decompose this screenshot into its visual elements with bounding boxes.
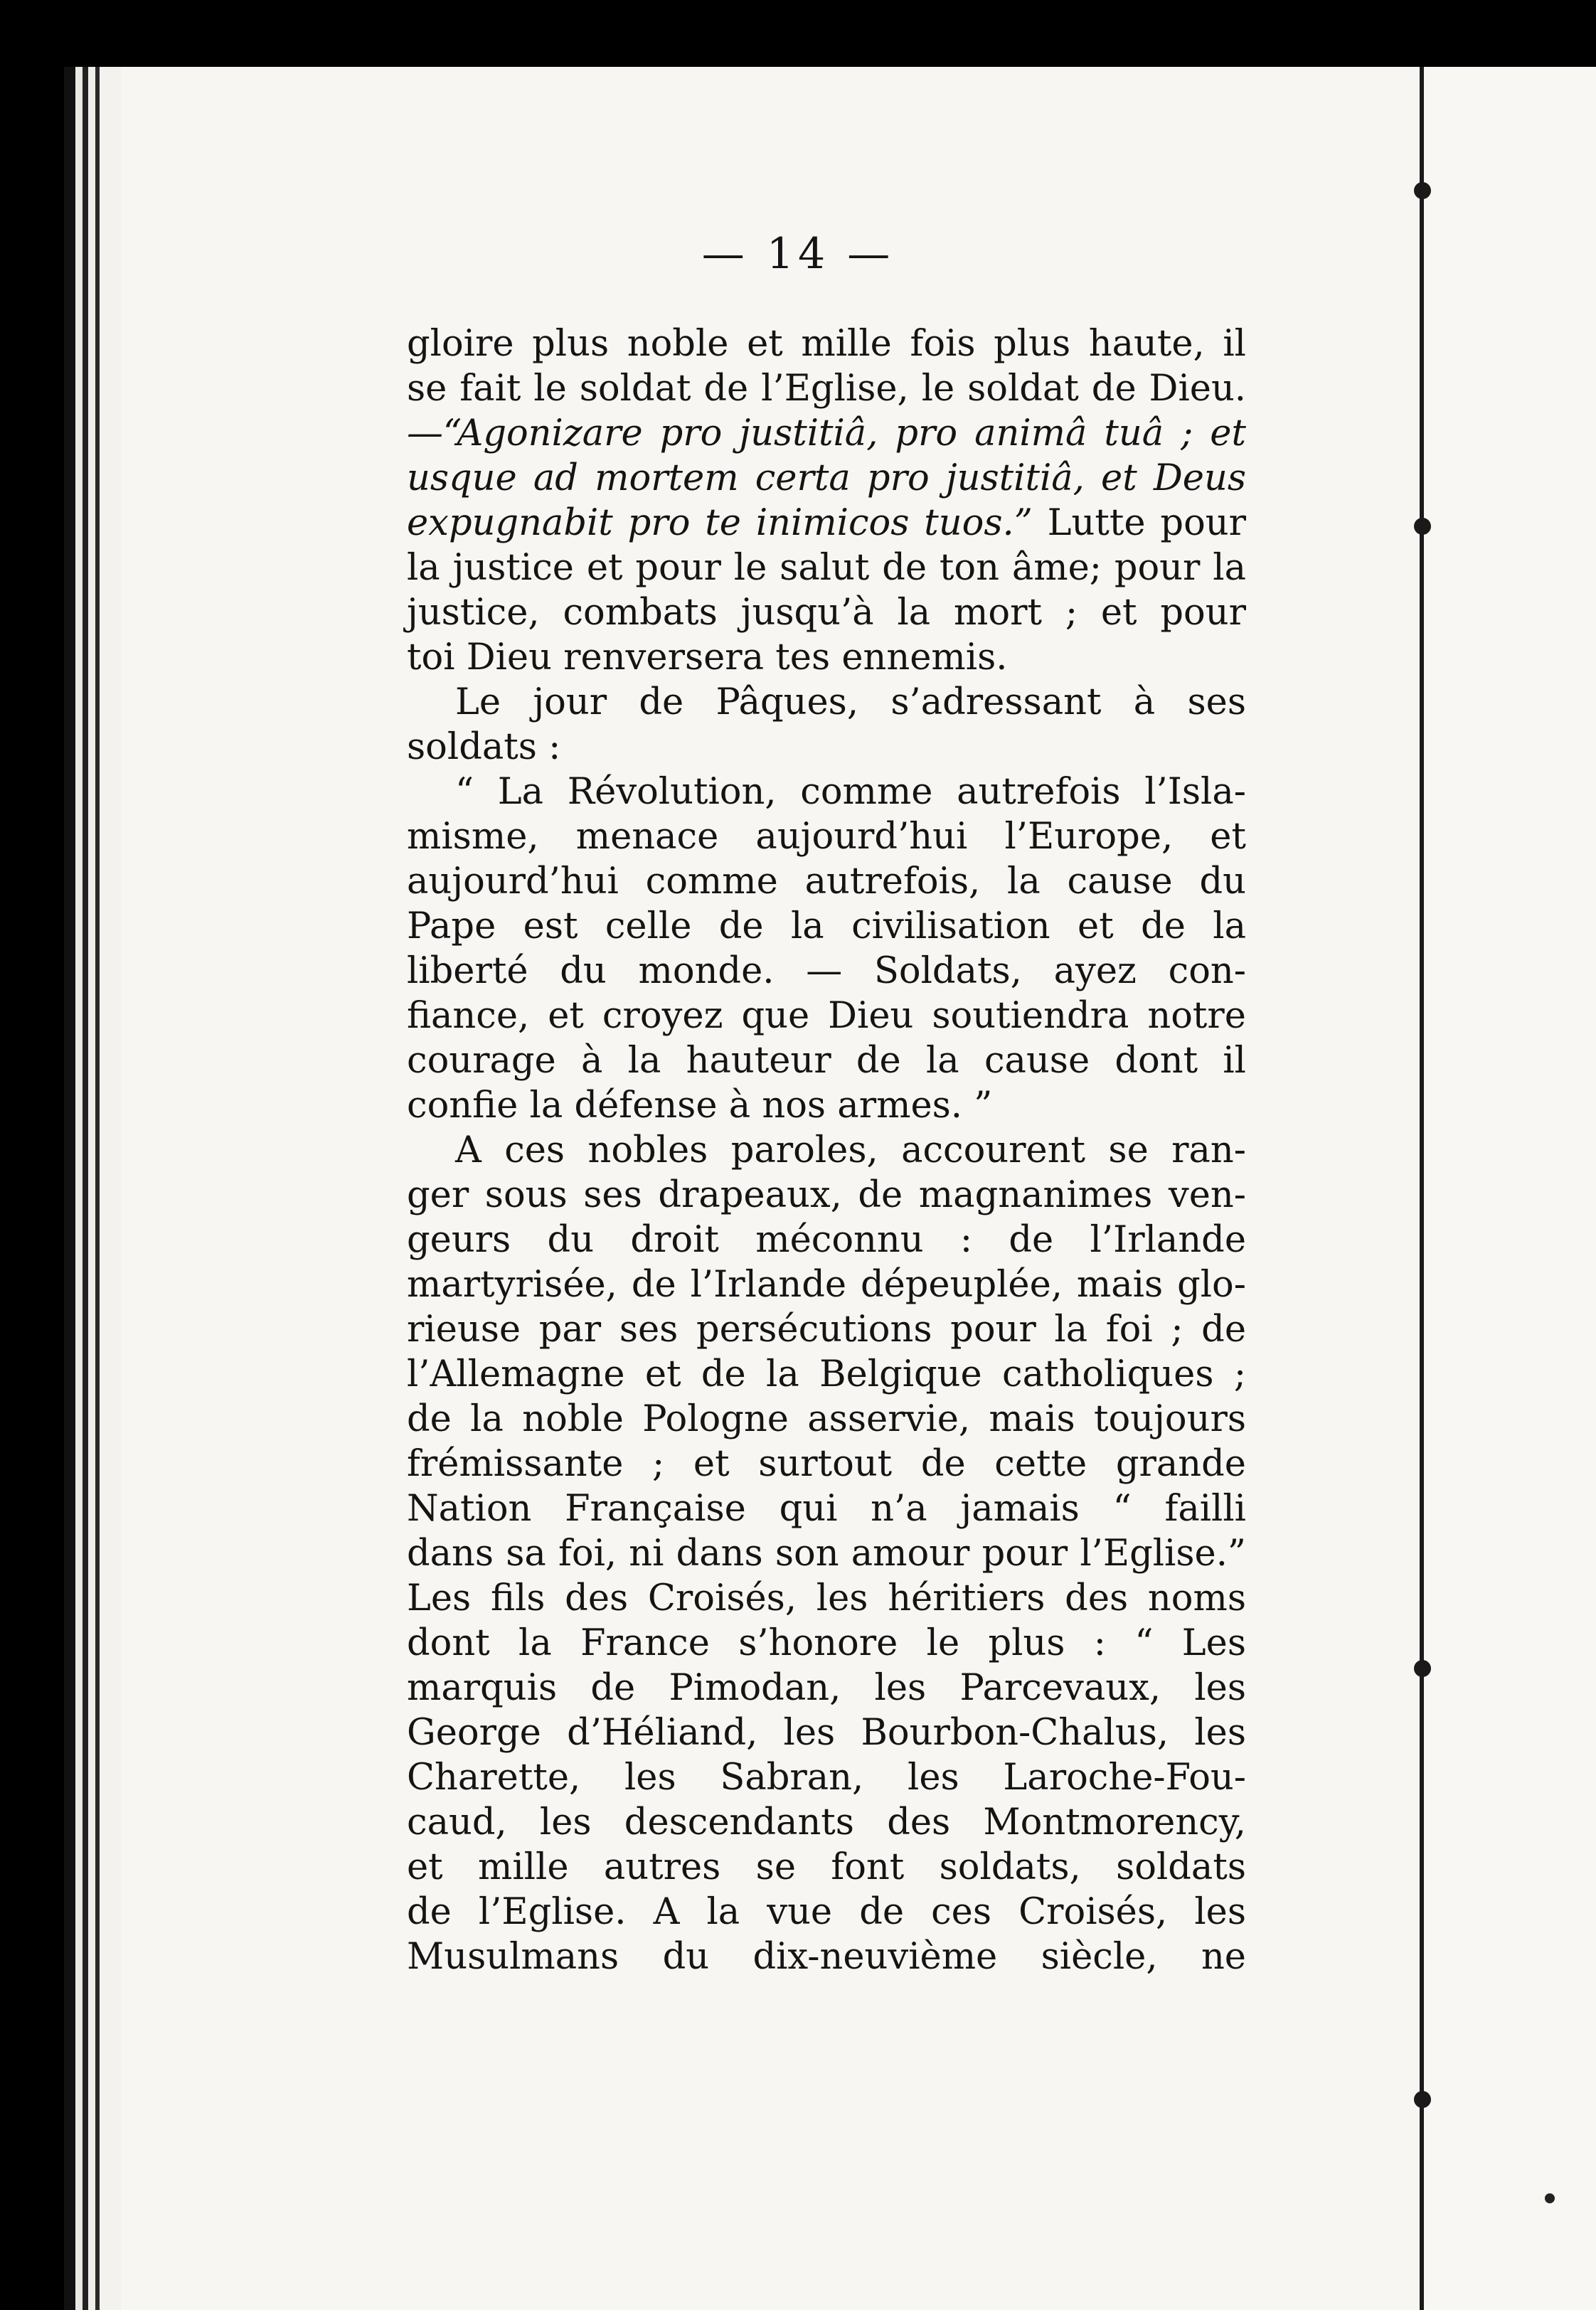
border-ornament — [1414, 182, 1431, 199]
text-line: et mille autres se font soldats, soldats — [407, 1846, 1246, 1888]
text-line: ger sous ses drapeaux, de magnanimes ven- — [407, 1174, 1246, 1216]
text-line: fiance, et croyez que Dieu soutiendra notre — [407, 995, 1246, 1037]
text-line: dont la France s’honore le plus : “ Les — [407, 1622, 1246, 1664]
ink-speck — [1545, 2193, 1555, 2203]
text-line: —“Agonizare pro justitiâ, pro animâ tuâ ; et — [407, 412, 1246, 454]
text-line: de l’Eglise. A la vue de ces Croisés, les — [407, 1891, 1246, 1933]
text-line: gloire plus noble et mille fois plus haute, il — [407, 323, 1246, 365]
text-line: misme, menace aujourd’hui l’Europe, et — [407, 816, 1246, 858]
text-line: rieuse par ses persécutions pour la foi ; de — [407, 1309, 1246, 1351]
border-ornament — [1414, 1660, 1431, 1677]
text-line: se fait le soldat de l’Eglise, le soldat de Dieu. — [407, 368, 1246, 410]
text-line: Charette, les Sabran, les Laroche-Fou- — [407, 1757, 1246, 1799]
text-line: l’Allemagne et de la Belgique catholiques ; — [407, 1353, 1246, 1395]
french-text: Lutte pour — [1032, 502, 1246, 544]
border-ornament — [1414, 518, 1431, 535]
text-line: A ces nobles paroles, accourent se ran- — [455, 1129, 1246, 1171]
text-line: usque ad mortem certa pro justitiâ, et Deus — [407, 457, 1246, 499]
text-line: marquis de Pimodan, les Parcevaux, les — [407, 1667, 1246, 1709]
text-line: de la noble Pologne asservie, mais toujours — [407, 1398, 1246, 1440]
page-number: — 14 — — [701, 229, 895, 279]
text-line: justice, combats jusqu’à la mort ; et pour — [407, 592, 1246, 634]
text-line: Pape est celle de la civilisation et de la — [407, 905, 1246, 947]
text-line: Musulmans du dix-neuvième siècle, ne — [407, 1936, 1246, 1978]
text-line: frémissante ; et surtout de cette grande — [407, 1443, 1246, 1485]
text-line: Les fils des Croisés, les héritiers des noms — [407, 1577, 1246, 1619]
text-line: “ La Révolution, comme autrefois l’Isla- — [455, 771, 1246, 813]
text-line: Nation Française qui n’a jamais “ failli — [407, 1488, 1246, 1530]
text-line: toi Dieu renversera tes ennemis. — [407, 637, 1008, 678]
right-border-rule — [1420, 67, 1424, 2310]
right-margin — [1424, 67, 1596, 2310]
text-line: geurs du droit méconnu : de l’Irlande — [407, 1219, 1246, 1261]
border-ornament — [1414, 2091, 1431, 2108]
text-line: la justice et pour le salut de ton âme; pour la — [407, 547, 1246, 589]
text-line: caud, les descendants des Montmorency, — [407, 1801, 1246, 1843]
body-text — [407, 321, 1246, 1979]
text-line: soldats : — [407, 726, 561, 768]
latin-quote: expugnabit pro te inimicos tuos.” — [407, 502, 1033, 544]
text-line: liberté du monde. — Soldats, ayez con- — [407, 950, 1246, 992]
text-line: dans sa foi, ni dans son amour pour l’Eglise.” — [407, 1533, 1246, 1575]
text-line: Le jour de Pâques, s’adressant à ses — [455, 681, 1246, 723]
binding-edge — [64, 67, 121, 2310]
text-line: martyrisée, de l’Irlande dépeuplée, mais glo- — [407, 1264, 1246, 1306]
text-line: aujourd’hui comme autrefois, la cause du — [407, 861, 1246, 903]
text-line: courage à la hauteur de la cause dont il — [407, 1040, 1246, 1082]
text-line — [407, 501, 1246, 545]
text-line: confie la défense à nos armes. ” — [407, 1085, 993, 1127]
text-line: George d’Héliand, les Bourbon-Chalus, les — [407, 1712, 1246, 1754]
